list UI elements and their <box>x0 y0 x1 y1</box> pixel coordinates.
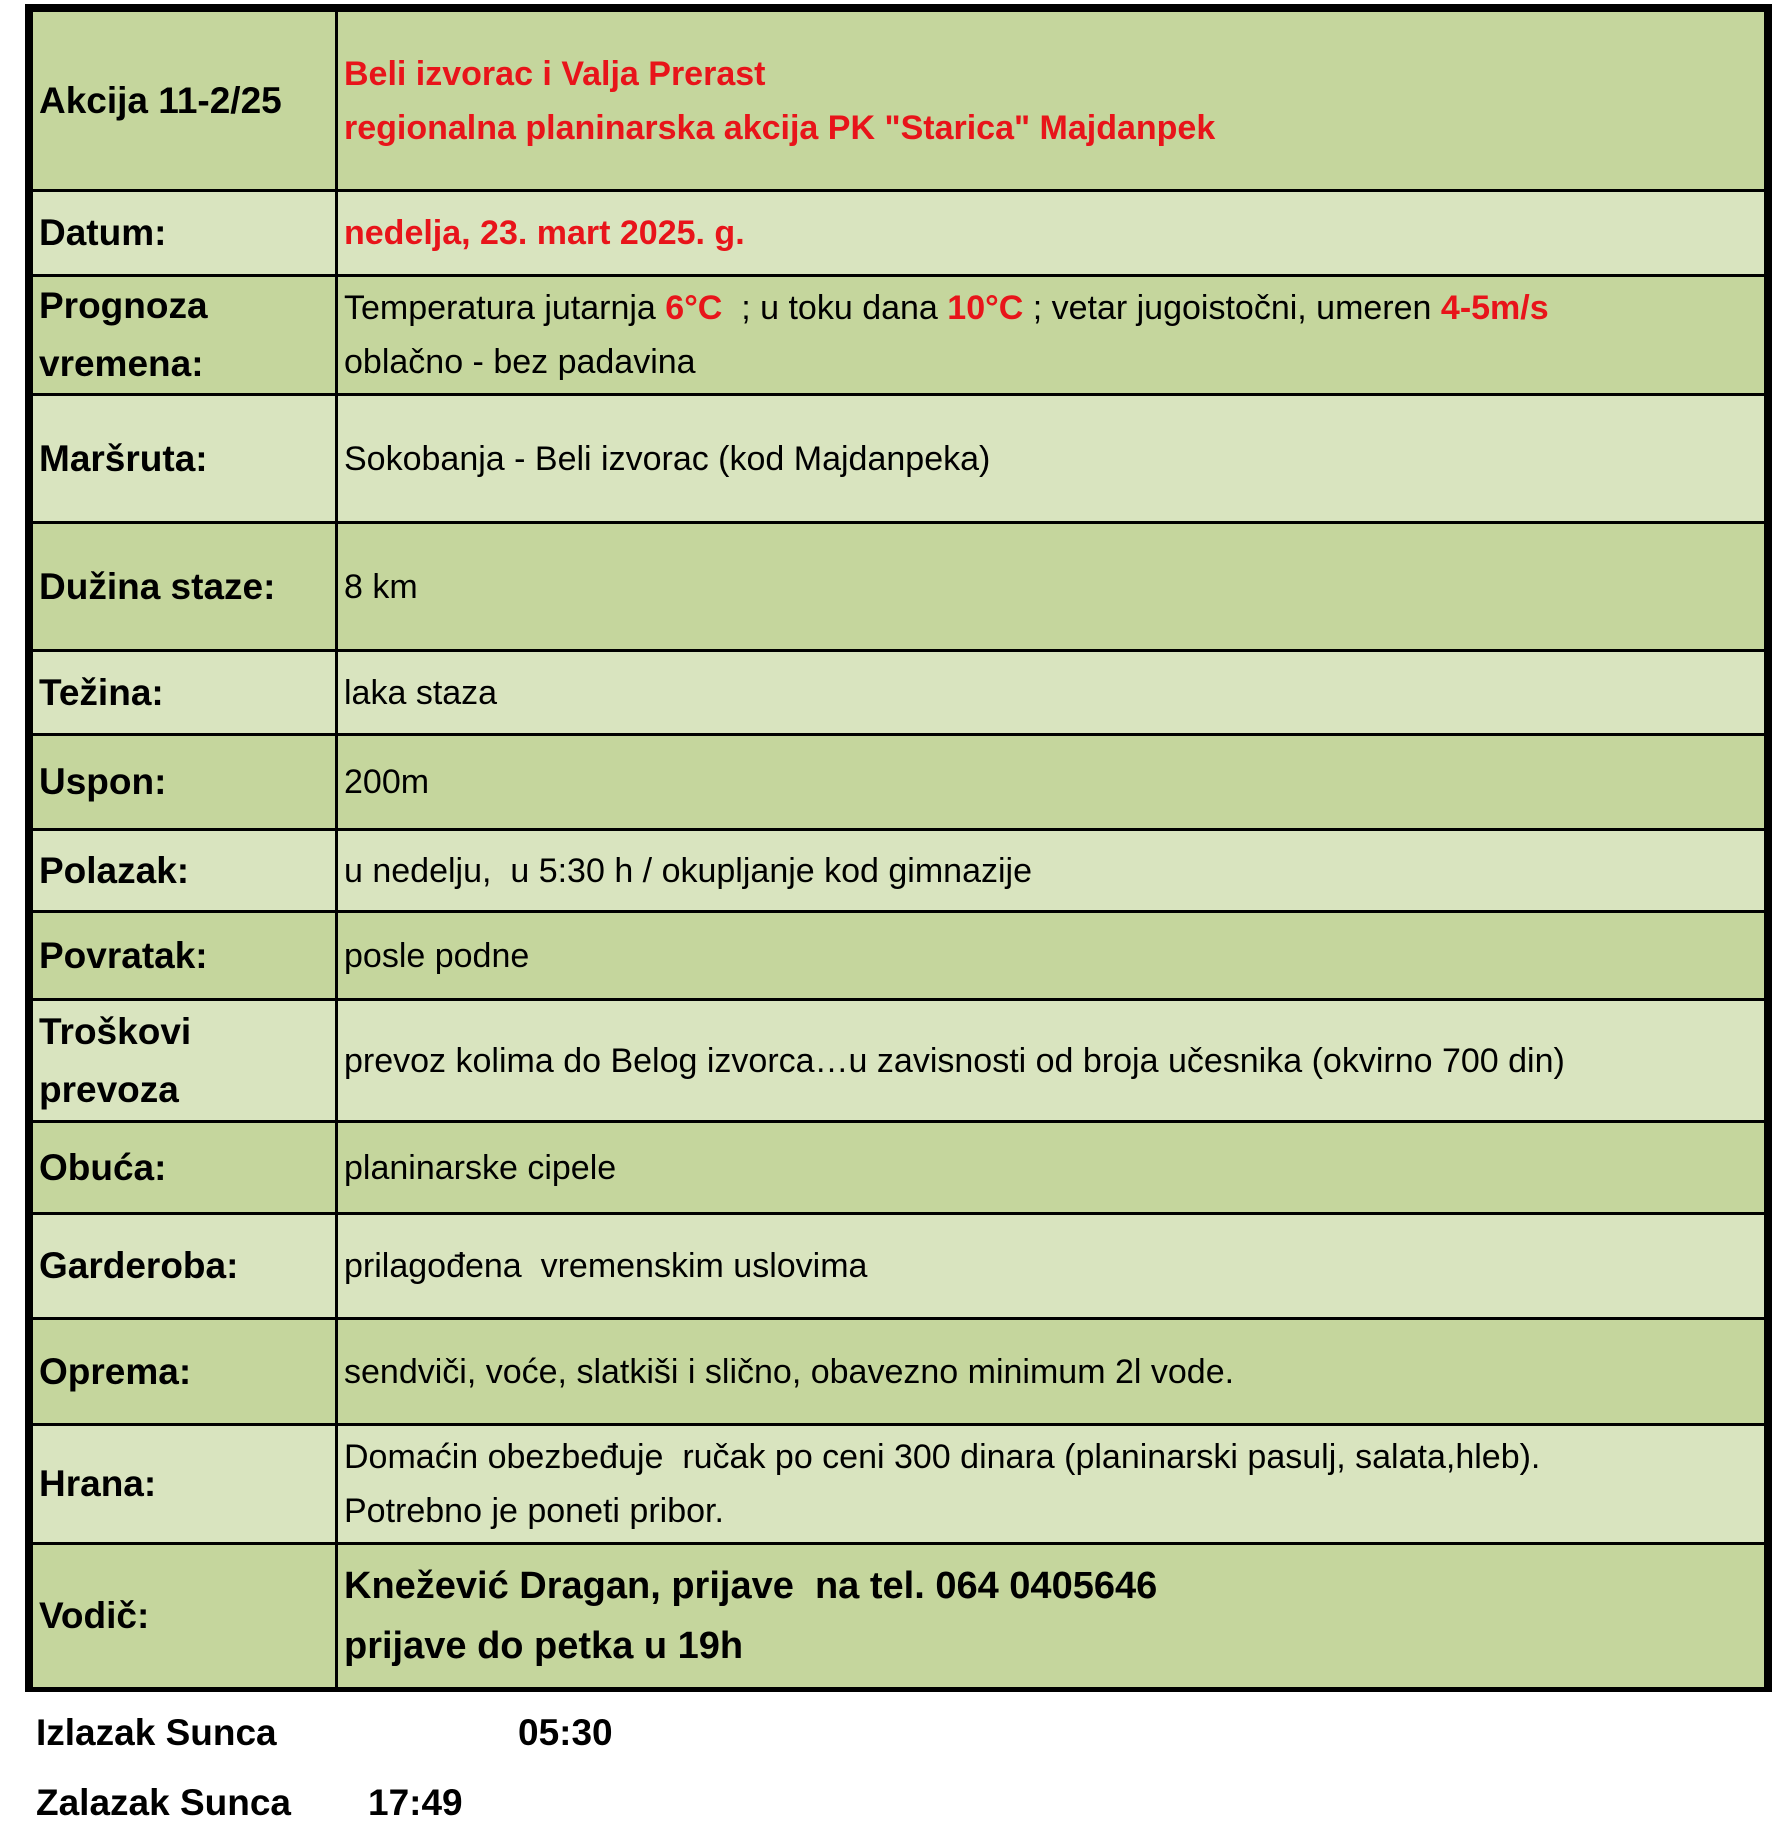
day-temp: 10°C <box>947 289 1024 327</box>
hiking-info-sheet <box>25 4 1772 1692</box>
forecast-line2: oblačno - bez padavina <box>344 343 696 381</box>
table-row <box>32 11 1766 191</box>
transport-cost-label-line1: Troškovi <box>39 1010 192 1052</box>
table-row <box>32 1122 1766 1214</box>
date-value: nedelja, 23. mart 2025. g. <box>337 191 1766 276</box>
equipment-value: sendviči, voće, slatkiši i slično, obavezno minimum 2l vode. <box>337 1319 1766 1425</box>
route-value: Sokobanja - Beli izvorac (kod Majdanpeka) <box>337 395 1766 523</box>
action-subtitle: regionalna planinarska akcija PK "Starica" Majdanpek <box>344 108 1216 147</box>
table-row <box>32 1000 1766 1122</box>
footwear-value: planinarske cipele <box>337 1122 1766 1214</box>
table-row <box>32 651 1766 735</box>
transport-cost-label <box>32 1000 337 1122</box>
guide-contact: Knežević Dragan, prijave na tel. 064 0405646 <box>344 1565 1158 1607</box>
guide-label: Vodič: <box>32 1544 337 1689</box>
food-line2: Potrebno je poneti pribor. <box>344 1492 724 1530</box>
transport-cost-value: prevoz kolima do Belog izvorca…u zavisnosti od broja učesnika (okvirno 700 din) <box>337 1000 1766 1122</box>
departure-value: u nedelju, u 5:30 h / okupljanje kod gimnazije <box>337 830 1766 912</box>
length-value: 8 km <box>337 523 1766 651</box>
table-row <box>32 523 1766 651</box>
difficulty-value: laka staza <box>337 651 1766 735</box>
date-label: Datum: <box>32 191 337 276</box>
clothing-label: Garderoba: <box>32 1214 337 1319</box>
forecast-text2: ; u toku dana <box>722 289 948 327</box>
forecast-text3: ; vetar jugoistočni, umeren <box>1023 289 1441 327</box>
action-value <box>337 11 1766 191</box>
sunset-time: 17:49 <box>368 1782 463 1823</box>
food-line1: Domaćin obezbeđuje ručak po ceni 300 dinara (planinarski pasulj, salata,hleb). <box>344 1438 1541 1476</box>
sunset-label: Zalazak Sunca <box>36 1782 292 1823</box>
info-table <box>30 9 1767 1690</box>
table-row <box>32 276 1766 395</box>
wind-speed: 4-5m/s <box>1440 289 1549 327</box>
ascent-label: Uspon: <box>32 735 337 830</box>
ascent-value: 200m <box>337 735 1766 830</box>
sunrise-time: 05:30 <box>518 1712 613 1753</box>
difficulty-label: Težina: <box>32 651 337 735</box>
morning-temp: 6°C <box>665 289 723 327</box>
food-value <box>337 1425 1766 1544</box>
forecast-label-line1: Prognoza <box>39 285 208 326</box>
food-label: Hrana: <box>32 1425 337 1544</box>
table-row <box>32 1544 1766 1689</box>
transport-cost-label-line2: prevoza <box>39 1068 179 1110</box>
route-label: Maršruta: <box>32 395 337 523</box>
departure-label: Polazak: <box>32 830 337 912</box>
table-row <box>32 1319 1766 1425</box>
table-row <box>32 1214 1766 1319</box>
table-row <box>32 1425 1766 1544</box>
table-row <box>32 395 1766 523</box>
footwear-label: Obuća: <box>32 1122 337 1214</box>
action-title: Beli izvorac i Valja Prerast <box>344 54 766 93</box>
return-value: posle podne <box>337 912 1766 1000</box>
forecast-line1 <box>344 281 1758 335</box>
action-label: Akcija 11-2/25 <box>32 11 337 191</box>
forecast-label <box>32 276 337 395</box>
sunrise-label: Izlazak Sunca <box>36 1712 277 1753</box>
table-row <box>32 735 1766 830</box>
forecast-label-line2: vremena: <box>39 343 204 384</box>
forecast-value <box>337 276 1766 395</box>
registration-deadline: prijave do petka u 19h <box>344 1625 744 1667</box>
length-label: Dužina staze: <box>32 523 337 651</box>
table-row <box>32 912 1766 1000</box>
table-row <box>32 191 1766 276</box>
table-row <box>32 830 1766 912</box>
return-label: Povratak: <box>32 912 337 1000</box>
guide-value <box>337 1544 1766 1689</box>
clothing-value: prilagođena vremenskim uslovima <box>337 1214 1766 1319</box>
equipment-label: Oprema: <box>32 1319 337 1425</box>
forecast-text1: Temperatura jutarnja <box>344 289 666 327</box>
